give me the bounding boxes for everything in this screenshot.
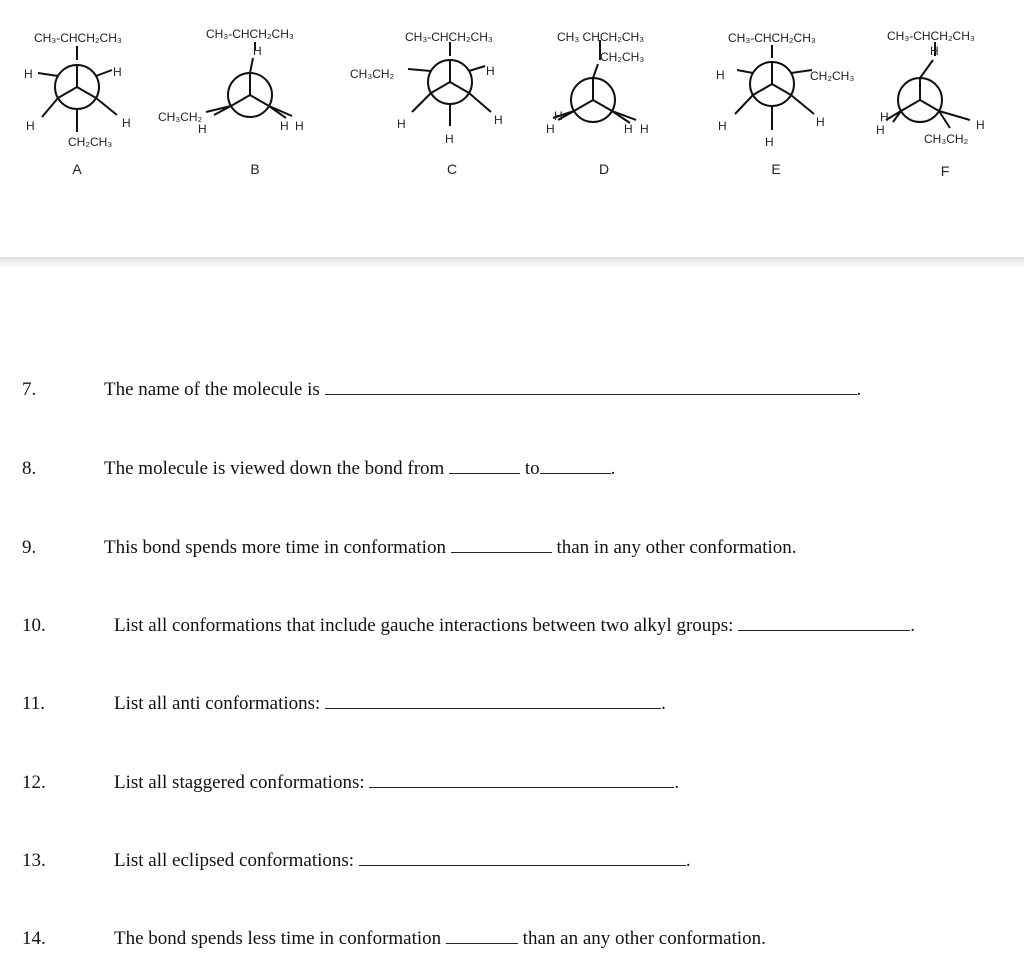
question-11-text: List all anti conformations: (114, 693, 321, 714)
label-a-3: H (26, 119, 35, 133)
question-9 (104, 537, 797, 559)
question-9-number: 9. (22, 537, 37, 558)
label-f-1: H (930, 44, 939, 58)
question-8-text: The molecule is viewed down the bond from (104, 458, 445, 479)
answer-blank-9[interactable] (451, 538, 552, 553)
answer-blank-13[interactable] (359, 851, 686, 866)
label-a-4: H (122, 116, 131, 130)
conformer-letter-c: C (446, 161, 458, 177)
question-7-period: . (856, 379, 862, 400)
question-8 (104, 458, 615, 480)
label-f-3: H (876, 123, 885, 137)
answer-blank-8a[interactable] (449, 459, 520, 474)
label-b-2: CH₃CH₂ (158, 110, 203, 124)
label-c-3: H (397, 117, 406, 131)
label-e-1: H (716, 68, 725, 82)
question-9-text: This bond spends more time in conformation (104, 537, 446, 558)
header-d: CH₃ CHCH₂CH₃ (557, 30, 645, 44)
answer-blank-14[interactable] (446, 929, 518, 944)
conformer-letter-a: A (72, 161, 82, 177)
answer-blank-8b[interactable] (540, 459, 611, 474)
question-8-number: 8. (22, 458, 37, 479)
newman-projections-figure (0, 0, 1024, 258)
label-e-5: H (765, 135, 774, 149)
label-c-2: H (486, 64, 495, 78)
label-b-1: H (253, 44, 262, 58)
label-b-3: H (198, 122, 207, 136)
question-14-number: 14. (22, 928, 46, 949)
label-d-5: H (640, 122, 649, 136)
label-c-5: H (445, 132, 454, 146)
question-9-tail: than in any other conformation. (556, 537, 797, 558)
question-12-number: 12. (22, 772, 46, 793)
conformer-letter-b: B (250, 161, 260, 177)
label-c-1: CH₃CH₂ (350, 67, 395, 81)
question-10-text: List all conformations that include gauche interactions between two alkyl groups: (114, 615, 734, 636)
answer-blank-7[interactable] (325, 380, 857, 395)
question-11-number: 11. (22, 693, 46, 714)
label-d-1: CH₂CH₃ (600, 50, 645, 64)
question-12-period: . (674, 772, 680, 793)
header-b: CH₃-CHCH₂CH₃ (206, 27, 294, 41)
question-10 (114, 615, 915, 637)
header-a: CH₃-CHCH₂CH₃ (34, 31, 122, 45)
question-14-tail: than an any other conformation. (522, 928, 766, 949)
question-11-period: . (661, 693, 666, 714)
label-c-4: H (494, 113, 503, 127)
label-b-5: H (295, 119, 304, 133)
question-7-number: 7. (22, 379, 37, 400)
label-e-4: H (816, 115, 825, 129)
question-14 (114, 928, 766, 950)
label-a-1: H (24, 67, 33, 81)
label-b-4: H (280, 119, 289, 133)
question-12-text: List all staggered conformations: (114, 772, 365, 793)
label-f-4: CH₃CH₂ (924, 132, 969, 146)
label-e-2: CH₂CH₃ (810, 69, 855, 83)
question-7-text: The name of the molecule is (104, 379, 320, 400)
label-a-2: H (113, 65, 122, 79)
answer-blank-12[interactable] (369, 773, 674, 788)
question-7 (104, 379, 861, 401)
question-10-number: 10. (22, 615, 46, 636)
label-e-3: H (718, 119, 727, 133)
conformer-letter-e: E (771, 161, 781, 177)
question-10-period: . (910, 615, 915, 636)
header-e: CH₃-CHCH₂CH₃ (728, 31, 816, 45)
label-d-4: H (624, 122, 633, 136)
header-f: CH₃-CHCH₂CH₃ (887, 29, 975, 43)
answer-blank-10[interactable] (738, 616, 910, 631)
label-d-3: H (546, 122, 555, 136)
question-8-period: . (610, 458, 616, 479)
label-d-2: H (554, 109, 563, 123)
question-13-text: List all eclipsed conformations: (114, 850, 355, 871)
section-divider (0, 257, 1024, 269)
label-f-2: H (880, 110, 889, 124)
label-a-5: CH₂CH₃ (68, 135, 113, 149)
newman-projections-svg (0, 0, 1024, 258)
question-13-number: 13. (22, 850, 46, 871)
conformer-letter-f: F (940, 163, 950, 179)
label-f-5: H (976, 118, 985, 132)
question-13 (114, 850, 691, 872)
question-8-to: to (524, 458, 540, 479)
conformer-letter-d: D (598, 161, 610, 177)
header-c: CH₃-CHCH₂CH₃ (405, 30, 493, 44)
answer-blank-11[interactable] (325, 694, 661, 709)
question-11 (114, 693, 666, 715)
question-14-text: The bond spends less time in conformation (114, 928, 442, 949)
question-12 (114, 772, 679, 794)
question-13-period: . (685, 850, 691, 871)
